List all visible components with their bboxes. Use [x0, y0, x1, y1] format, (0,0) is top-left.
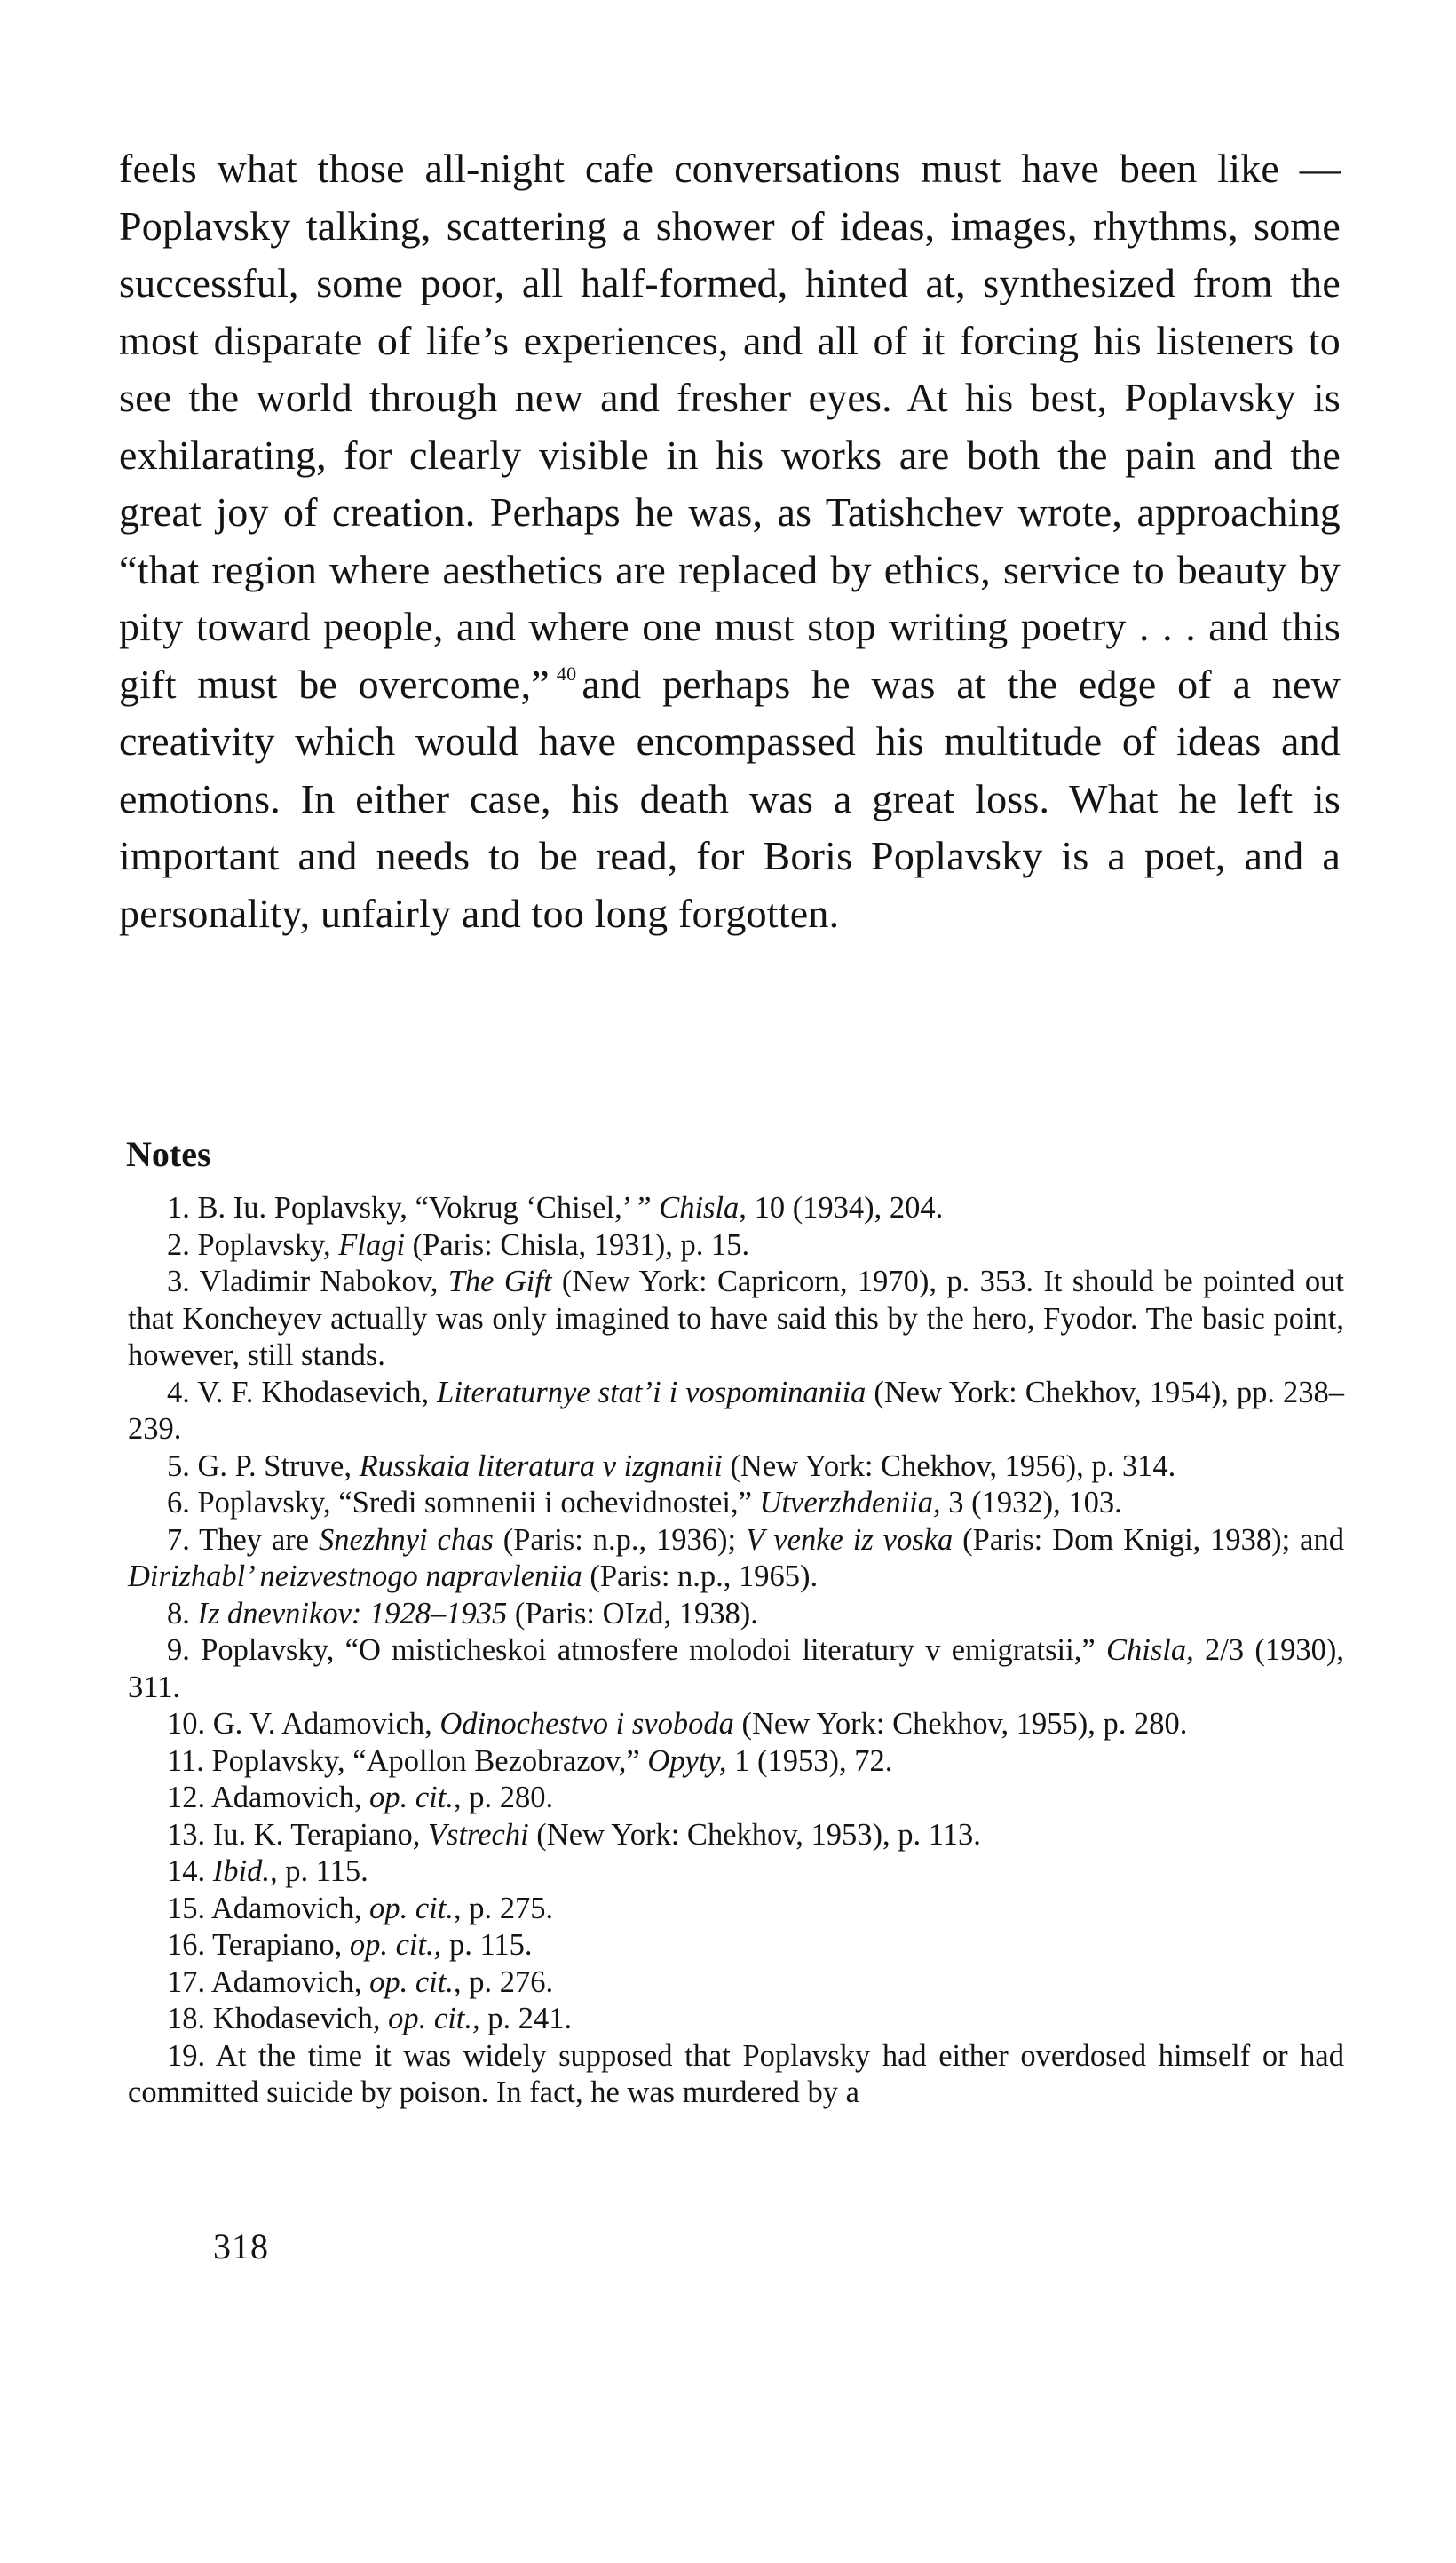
- note-item: [128, 1927, 1344, 1964]
- note-number: 13.: [167, 1817, 206, 1852]
- note-text: (New York: Chekhov, 1953), p. 113.: [528, 1817, 981, 1852]
- note-italic-title: Dirizhabl’ neizvestnogo napravleniia: [128, 1559, 582, 1593]
- note-text: (Paris: Chisla, 1931), p. 15.: [405, 1227, 750, 1262]
- note-text: At the time it was widely supposed that Poplavsky had either overdosed himself or had committed suicide by poison. In fact, he was murdered by a: [128, 2038, 1344, 2109]
- note-item: [128, 1190, 1344, 1227]
- note-italic-title: Snezhnyi chas: [319, 1522, 494, 1557]
- note-text: G. V. Adamovich,: [212, 1707, 440, 1741]
- note-number: 2.: [167, 1227, 190, 1262]
- note-italic-title: op. cit.,: [369, 1964, 462, 1999]
- note-text: (Paris: n.p., 1936);: [493, 1522, 746, 1557]
- note-item: [128, 1891, 1344, 1928]
- note-italic-title: Chisla,: [1105, 1633, 1194, 1667]
- note-text: p. 275.: [461, 1891, 554, 1925]
- note-number: 9.: [167, 1633, 190, 1667]
- note-number: 1.: [167, 1191, 190, 1225]
- note-italic-title: Flagi: [338, 1227, 406, 1262]
- note-number: 19.: [167, 2038, 206, 2073]
- note-text: Poplavsky, “O misticheskoi atmosfere molodoi literatury v emigratsii,”: [201, 1633, 1106, 1667]
- note-text: Poplavsky,: [197, 1227, 339, 1262]
- note-italic-title: V venke iz voska: [745, 1522, 954, 1557]
- note-italic-title: op. cit.,: [369, 1891, 462, 1925]
- notes-list: [128, 1190, 1344, 2112]
- footnote-ref: 40: [556, 662, 577, 685]
- note-text: (Paris: OIzd, 1938).: [507, 1596, 758, 1631]
- note-text: V. F. Khodasevich,: [197, 1375, 438, 1409]
- note-text: (New York: Capricorn, 1970), p. 353. It should be pointed out that Koncheyev actually was only imagined to have said this by the hero, Fyodor. The basic point, however, still stands.: [128, 1265, 1344, 1372]
- note-number: 6.: [167, 1486, 190, 1520]
- note-text: (New York: Chekhov, 1956), p. 314.: [722, 1448, 1176, 1483]
- note-text: Iu. K. Terapiano,: [212, 1817, 428, 1852]
- note-text: (New York: Chekhov, 1955), p. 280.: [733, 1707, 1188, 1741]
- note-text: p. 276.: [461, 1964, 554, 1999]
- note-italic-title: Odinochestvo i svoboda: [439, 1707, 734, 1741]
- note-item: [128, 1632, 1344, 1706]
- note-number: 7.: [167, 1522, 190, 1557]
- note-number: 4.: [167, 1375, 190, 1409]
- note-number: 12.: [167, 1781, 206, 1814]
- note-item: [128, 1706, 1344, 1743]
- note-text: Adamovich,: [210, 1964, 370, 1999]
- note-item: [128, 1227, 1344, 1265]
- note-text: G. P. Struve,: [197, 1448, 360, 1483]
- note-italic-title: Opyty,: [647, 1743, 727, 1778]
- note-text: (New York: Chekhov, 1954), pp. 238–239.: [128, 1375, 1344, 1446]
- note-italic-title: Iz dnevnikov: 1928–1935: [197, 1596, 508, 1631]
- note-number: 8.: [167, 1596, 190, 1631]
- note-italic-title: op. cit.,: [388, 2002, 480, 2035]
- note-italic-title: Vstrechi: [427, 1817, 529, 1852]
- note-text: Terapiano,: [212, 1928, 350, 1962]
- note-text: B. Iu. Poplavsky, “Vokrug ‘Chisel,’ ”: [197, 1191, 660, 1225]
- note-item: [128, 1817, 1344, 1854]
- note-item: [128, 1448, 1344, 1486]
- note-item: [128, 1264, 1344, 1375]
- note-number: 16.: [167, 1928, 206, 1962]
- note-number: 3.: [167, 1265, 190, 1298]
- note-italic-title: op. cit.,: [349, 1928, 442, 1962]
- body-paragraph: [119, 140, 1341, 942]
- note-number: 5.: [167, 1448, 190, 1483]
- page-number: 318: [213, 2226, 269, 2266]
- note-item: [128, 2001, 1344, 2038]
- note-item: [128, 1964, 1344, 2002]
- note-text: They are: [199, 1522, 319, 1557]
- note-text: Poplavsky, “Apollon Bezobrazov,”: [211, 1743, 648, 1778]
- note-text: 2/3 (1930), 311.: [128, 1633, 1344, 1704]
- note-italic-title: Russkaia literatura v izgnanii: [359, 1448, 723, 1483]
- note-text: Khodasevich,: [212, 2002, 389, 2035]
- note-item: [128, 1780, 1344, 1817]
- note-item: [128, 1853, 1344, 1891]
- note-text: p. 280.: [461, 1781, 554, 1814]
- note-item: [128, 1522, 1344, 1596]
- note-italic-title: Chisla,: [659, 1191, 747, 1225]
- note-text: Vladimir Nabokov,: [199, 1265, 448, 1298]
- note-italic-title: Utverzhdeniia,: [759, 1486, 941, 1520]
- note-italic-title: Literaturnye stat’i i vospominaniia: [437, 1375, 866, 1409]
- note-item: [128, 1375, 1344, 1448]
- note-italic-title: op. cit.,: [369, 1781, 462, 1814]
- note-text: 10 (1934), 204.: [746, 1191, 944, 1225]
- note-item: [128, 1596, 1344, 1633]
- note-text: p. 115.: [277, 1854, 368, 1888]
- note-item: [128, 1743, 1344, 1781]
- note-number: 11.: [167, 1743, 204, 1778]
- note-number: 15.: [167, 1891, 206, 1925]
- note-italic-title: The Gift: [447, 1265, 552, 1298]
- note-number: 10.: [167, 1707, 206, 1741]
- note-text: Adamovich,: [210, 1891, 370, 1925]
- note-number: 17.: [167, 1964, 206, 1999]
- notes-heading: Notes: [126, 1134, 211, 1174]
- body-text-after-ref: and perhaps he was at the edge of a new creativity which would have encompassed his multitude of ideas and emotions. In either case, his death was a great loss. What he left is important and needs to be read, for Boris Poplavsky is a poet, and a personality, unfairly and too long forgotten.: [119, 661, 1341, 936]
- note-text: Poplavsky, “Sredi somnenii i ochevidnostei,”: [197, 1486, 760, 1520]
- body-text-before-ref: feels what those all-night cafe conversations must have been like —Poplavsky talking, scattering a shower of ideas, images, rhythms, some successful, some poor, all half-formed, hinted at, synthesized from the most disparate of life’s experiences, and all of it forcing his listeners to see the world through new and fresher eyes. At his best, Poplavsky is exhilarating, for clearly visible in his works are both the pain and the great joy of creation. Perhaps he was, as Tatishchev wrote, approaching “that region where aesthetics are replaced by ethics, service to beauty by pity toward people, and where one must stop writing poetry . . . and this gift must be overcome,”: [119, 146, 1341, 707]
- note-text: p. 241.: [479, 2002, 573, 2035]
- note-text: p. 115.: [441, 1928, 533, 1962]
- note-number: 14.: [167, 1854, 206, 1888]
- note-text: (Paris: Dom Knigi, 1938); and: [953, 1522, 1344, 1557]
- note-text: 1 (1953), 72.: [726, 1743, 893, 1778]
- note-text: Adamovich,: [210, 1781, 370, 1814]
- note-number: 18.: [167, 2002, 206, 2035]
- note-item: [128, 2038, 1344, 2112]
- note-item: [128, 1485, 1344, 1522]
- note-italic-title: Ibid.,: [212, 1854, 278, 1888]
- note-text: 3 (1932), 103.: [940, 1486, 1122, 1520]
- note-text: (Paris: n.p., 1965).: [582, 1559, 819, 1593]
